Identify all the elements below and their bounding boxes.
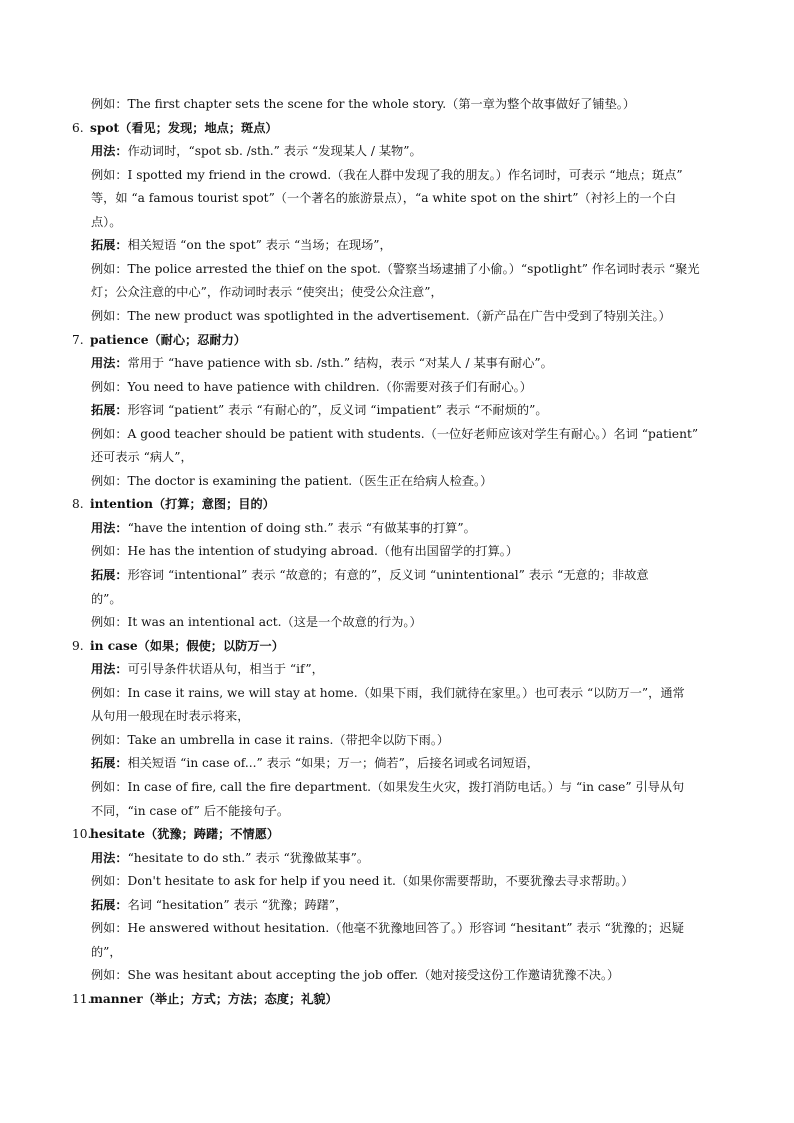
body-text-line: 例如：In case of fire, call the fire department.（如果发生火灾，拨打消防电话。）与 “in case” 引导从句 [91,779,685,794]
explanation-line [91,143,422,159]
entry-heading [72,332,246,348]
entry-number: 9. [72,638,84,653]
body-text-line: 例如：He answered without hesitation.（他毫不犹豫地回答了。）形容词 “hesitant” 表示 “犹豫的；迟疑 [91,921,684,936]
body-text-line: 例如：He has the intention of studying abroad.（他有出国留学的打算。） [91,544,519,559]
section-label: 拓展： [91,403,128,418]
entry-word: spot [90,120,120,135]
entry-heading [72,496,275,512]
body-text-line: 例如：Don't hesitate to ask for help if you need it.（如果你需要帮助，不要犹豫去寻求帮助。） [91,874,634,889]
body-text-line: 例如：In case it rains, we will stay at home.（如果下雨，我们就待在家里。）也可表示 “以防万一”，通常 [91,685,685,700]
body-text-line: 点）。 [91,214,122,229]
entry-gloss: （看见；发现；地点；斑点） [119,120,278,135]
explanation-text: 作动词时，“spot sb. /sth.” 表示 “发现某人 / 某物”。 [127,144,422,159]
entry-word: manner [90,991,143,1006]
entry-gloss: （犹豫；踌躇；不情愿） [145,827,280,842]
body-text-line: 例如：Take an umbrella in case it rains.（带把伞以防下雨。） [91,732,450,747]
body-text-line: 从句用一般现在时表示将来， [91,709,250,724]
entry-heading [72,991,338,1007]
entry-heading [72,120,278,136]
explanation-line [91,237,392,253]
explanation-text: 常用于 “have patience with sb. /sth.” 结构，表示 “对某人 / 某事有耐心”。 [127,356,553,371]
body-text-line: 例如：I spotted my friend in the crowd.（我在人群中发现了我的朋友。）作名词时，可表示 “地点；斑点” [91,167,683,182]
explanation-line [91,897,347,913]
explanation-text: 相关短语 “in case of...” 表示 “如果；万一；倘若”，后接名词或名词短语， [127,756,539,771]
entry-number: 10. [72,827,92,842]
entry-heading [72,826,279,842]
entry-gloss: （耐心；忍耐力） [148,332,246,347]
explanation-line [91,850,369,866]
body-text-line: 例如：She was hesitant about accepting the job offer.（她对接受这份工作邀请犹豫不决。） [91,968,620,983]
entry-number: 11. [72,991,92,1006]
entry-gloss: （举止；方式；方法；态度；礼貌） [142,991,338,1006]
body-text-line: 的”。 [91,591,122,606]
explanation-line [91,402,548,418]
section-label: 拓展： [91,897,128,912]
explanation-text: 可引导条件状语从句，相当于 “if”， [127,662,324,677]
body-text-line: 例如：The new product was spotlighted in the advertisement.（新产品在广告中受到了特别关注。） [91,308,671,323]
entry-number: 6. [72,120,84,135]
explanation-text: 名词 “hesitation” 表示 “犹豫；踌躇”， [127,897,348,912]
explanation-text: 形容词 “patient” 表示 “有耐心的”，反义词 “impatient” 表示 “不耐烦的”。 [127,403,548,418]
explanation-text: “hesitate to do sth.” 表示 “犹豫做某事”。 [127,850,370,865]
body-text-line: 例如：A good teacher should be patient with students.（一位好老师应该对学生有耐心。）名词 “patient” [91,426,699,441]
entry-word: intention [90,497,153,512]
section-label: 用法： [91,850,128,865]
entry-word: patience [90,332,149,347]
explanation-text: 相关短语 “on the spot” 表示 “当场；在现场”， [127,238,392,253]
section-label: 用法： [91,662,128,677]
body-text-line: 例如：The police arrested the thief on the spot.（警察当场逮捕了小偷。）“spotlight” 作名词时表示 “聚光 [91,261,700,276]
explanation-line [91,355,553,371]
body-text-line: 等，如 “a famous tourist spot”（一个著名的旅游景点），“a white spot on the shirt”（衬衫上的一个白 [91,191,677,206]
explanation-text: 形容词 “intentional” 表示 “故意的；有意的”，反义词 “unintentional” 表示 “无意的；非故意 [127,568,649,582]
entry-gloss: （打算；意图；目的） [153,497,275,512]
entry-number: 7. [72,332,84,347]
explanation-line [91,755,539,771]
section-label: 拓展： [91,756,128,771]
section-label: 拓展： [91,238,128,253]
body-text-line: 的”， [91,944,122,959]
entry-heading [72,638,284,654]
body-text-line: 还可表示 “病人”， [91,450,193,465]
body-text-line: 例如：You need to have patience with children.（你需要对孩子们有耐心。） [91,379,532,394]
entry-word: in case [90,638,138,653]
body-text-line: 例如：It was an intentional act.（这是一个故意的行为。） [91,615,422,630]
body-text-line: 例如：The doctor is examining the patient.（医生正在给病人检查。） [91,473,493,488]
entry-gloss: （如果；假使；以防万一） [137,638,284,653]
entry-number: 8. [72,497,84,512]
body-text-line: 例如：The first chapter sets the scene for the whole story.（第一章为整个故事做好了铺垫。） [91,97,636,111]
section-label: 用法： [91,144,128,159]
section-label: 拓展： [91,568,128,582]
explanation-line [91,520,476,536]
entry-word: hesitate [90,827,146,842]
body-text-line: 灯；公众注意的中心”，作动词时表示 “使突出；使受公众注意”， [91,285,443,300]
explanation-text: “have the intention of doing sth.” 表示 “有做某事的打算”。 [127,520,476,535]
body-text-line: 不同，“in case of” 后不能接句子。 [91,803,290,818]
explanation-line [91,567,649,583]
explanation-line [91,661,324,677]
section-label: 用法： [91,356,128,371]
section-label: 用法： [91,520,128,535]
